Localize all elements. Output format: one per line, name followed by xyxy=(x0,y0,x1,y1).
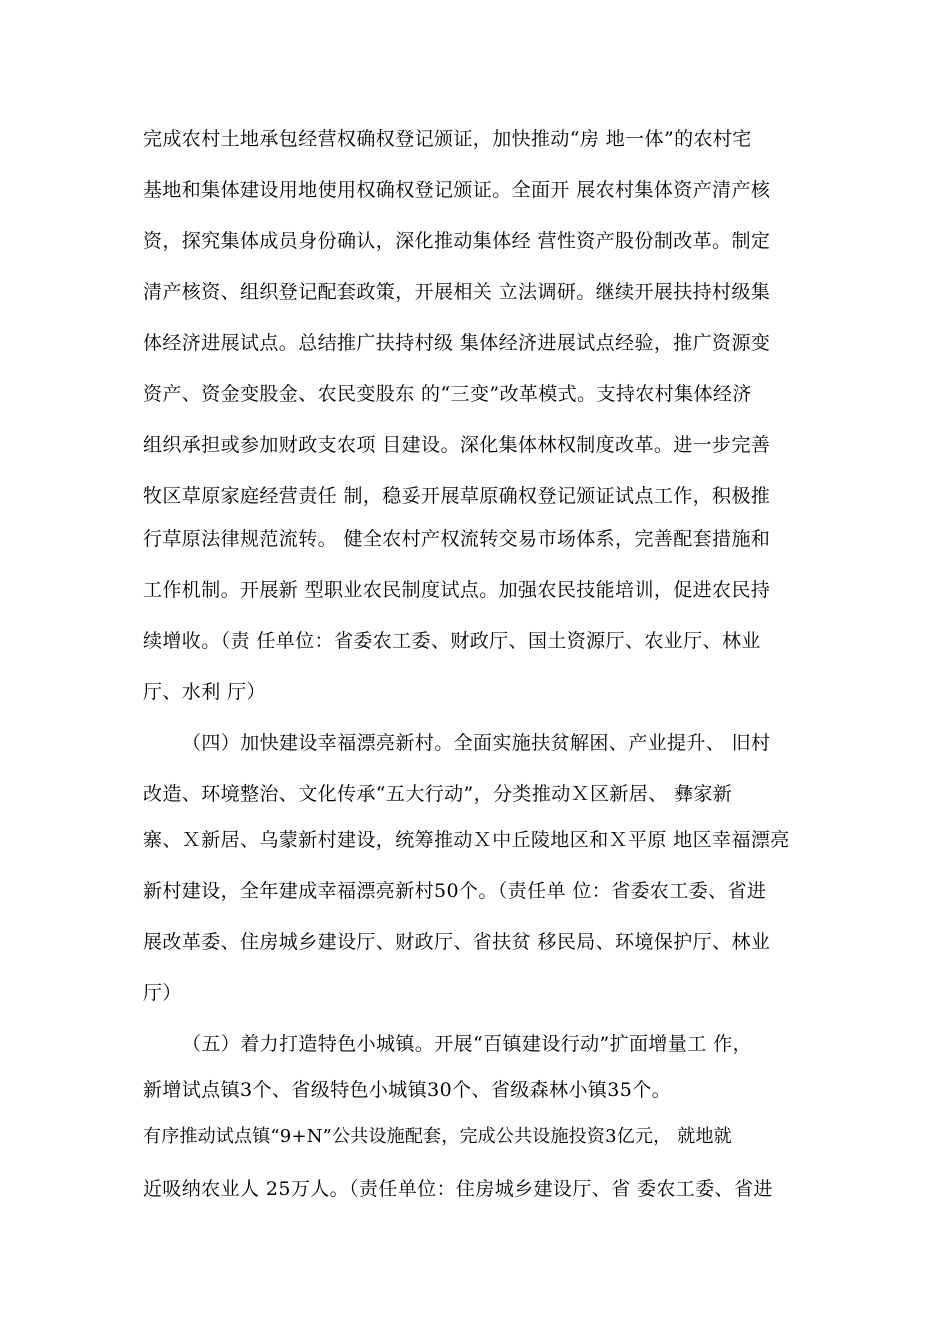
text-line: 新村建设，全年建成幸福漂亮新村50个。（责任单 位：省委农工委、省进 xyxy=(143,880,767,902)
text-line: 基地和集体建设用地使用权确权登记颁证。全面开 展农村集体资产清产核 xyxy=(143,179,771,201)
text-line: 展改革委、住房城乡建设厅、财政厅、省扶贫 移民局、环境保护厅、林业 xyxy=(143,931,771,953)
text-line: 行草原法律规范流转。 健全农村产权流转交易市场体系，完善配套措施和 xyxy=(143,528,771,550)
text-line: 近吸纳农业人 25万人。（责任单位：住房城乡建设厅、省 委农工委、省进 xyxy=(143,1178,773,1200)
text-line: 完成农村土地承包经营权确权登记颁证，加快推动“房 地一体”的农村宅 xyxy=(143,128,752,150)
text-line: 清产核资、组织登记配套政策，开展相关 立法调研。继续开展扶持村级集 xyxy=(143,281,771,303)
text-line: 厅、水利 厅） xyxy=(143,681,266,703)
paragraph-5-heading-line: （五）着力打造特色小城镇。开展“百镇建设行动”扩面增量工 作， xyxy=(182,1033,752,1055)
text-line: 资产、资金变股金、农民变股东 的“三变”改革模式。支持农村集体经济 xyxy=(143,383,752,405)
text-line: 组织承担或参加财政支农项 目建设。深化集体林权制度改革。进一步完善 xyxy=(143,434,771,456)
text-line: 厅） xyxy=(143,982,182,1004)
text-line: 寨、Ｘ新居、乌蒙新村建设，统筹推动Ｘ中丘陵地区和Ｘ平原 地区幸福漂亮 xyxy=(143,829,790,851)
text-line: 牧区草原家庭经营责任 制，稳妥开展草原确权登记颁证试点工作，积极推 xyxy=(143,485,771,507)
text-line: 工作机制。开展新 型职业农民制度试点。加强农民技能培训，促进农民持 xyxy=(143,579,771,601)
text-line: 改造、环境整治、文化传承“五大行动”，分类推动Ｘ区新居、 彝家新 xyxy=(143,783,733,805)
text-line: 体经济进展试点。总结推广扶持村级 集体经济进展试点经验，推广资源变 xyxy=(143,332,771,354)
text-line: 新增试点镇3个、省级特色小城镇30个、省级森林小镇35个。 xyxy=(143,1079,672,1101)
paragraph-4-heading-line: （四）加快建设幸福漂亮新村。全面实施扶贫解困、产业提升、 旧村 xyxy=(182,732,771,754)
text-line: 续增收。（责 任单位：省委农工委、财政厅、国土资源厅、农业厅、林业 xyxy=(143,630,761,652)
text-line: 有序推动试点镇“9+N”公共设施配套，完成公共设施投资3亿元， 就地就 xyxy=(143,1126,732,1147)
text-line: 资，探究集体成员身份确认，深化推动集体经 营性资产股份制改革。制定 xyxy=(143,230,771,252)
